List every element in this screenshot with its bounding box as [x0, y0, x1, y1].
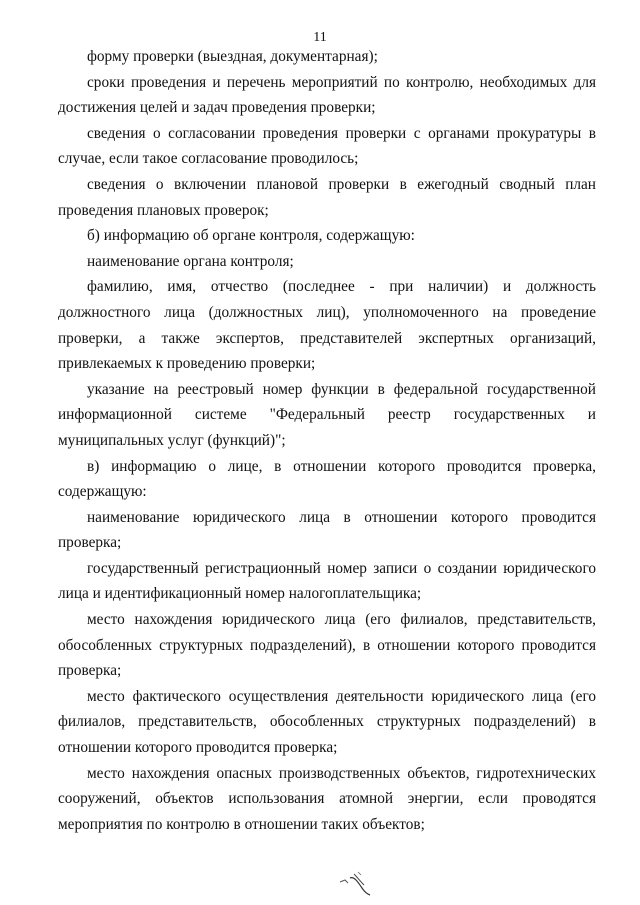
paragraph-inspection-terms: сроки проведения и перечень мероприятий по контролю, необходимых для достижения целей и задач проведения проверки; [58, 73, 596, 117]
paragraph-hazardous-objects: место нахождения опасных производственных объектов, гидротехнических сооружений, объектов использования атомной энергии, если проводятся мероприятия по контролю в отношении таких объектов; [58, 764, 596, 833]
paragraph-officials: фамилию, имя, отчество (последнее - при наличии) и должность должностного лица (должностных лиц), уполномоченного на проведение проверки, а также экспертов, представителей экспертных организаций, привлекаемых к проведению проверки; [58, 278, 596, 373]
page-number: 11 [313, 30, 327, 45]
paragraph-control-body-name: наименование органа контроля; [87, 252, 294, 270]
paragraph-registration-number: государственный регистрационный номер записи о создании юридического лица и идентификационный номер налогоплательщика; [58, 559, 596, 603]
paragraph-annual-plan: сведения о включении плановой проверки в ежегодный сводный план проведения плановых проверок; [58, 175, 596, 219]
paragraph-legal-entity-name: наименование юридического лица в отношении которого проводится проверка; [58, 508, 596, 552]
paragraph-legal-address: место нахождения юридического лица (его филиалов, представительств, обособленных структурных подразделений), в отношении которого проводится проверка; [58, 611, 596, 680]
signature-mark [336, 868, 376, 898]
paragraph-inspected-party-info: в) информацию о лице, в отношении которого проводится проверка, содержащую: [58, 457, 596, 501]
paragraph-inspection-form: форму проверки (выездная, документарная); [87, 48, 378, 65]
document-body [58, 44, 596, 837]
paragraph-prosecutor-approval: сведения о согласовании проведения проверки с органами прокуратуры в случае, если такое согласование проводилось; [58, 124, 596, 168]
paragraph-registry-number: указание на реестровый номер функции в федеральной государственной информационной системе "Федеральный реестр государственных и муниципальных услуг (функций)"; [58, 380, 596, 449]
paragraph-actual-address: место фактического осуществления деятельности юридического лица (его филиалов, представительств, обособленных структурных подразделений) в отношении которого проводится проверка; [58, 687, 596, 757]
paragraph-control-body-info: б) информацию об органе контроля, содержащую: [87, 227, 415, 245]
